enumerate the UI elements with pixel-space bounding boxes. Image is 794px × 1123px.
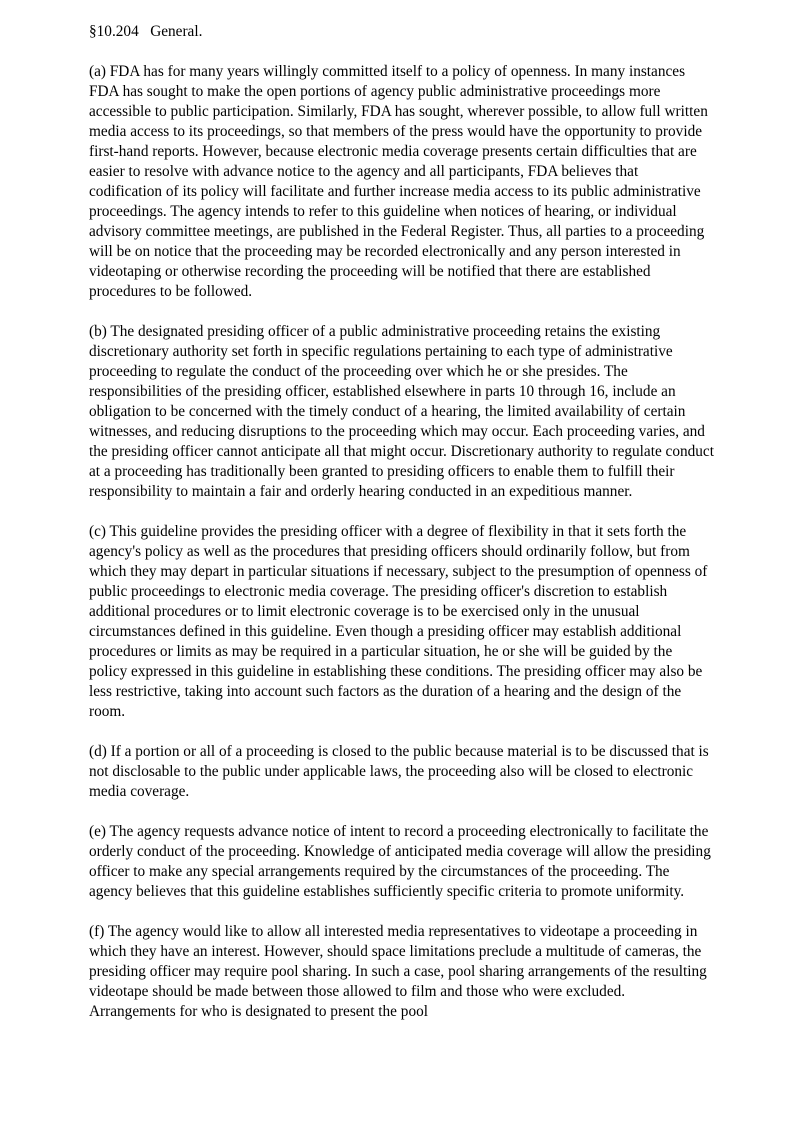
paragraph-f: (f) The agency would like to allow all interested media representatives to videotape a proceeding in which they have an interest. However, should space limitations preclude a multitude of cameras, the presiding officer may require pool sharing. In such a case, pool sharing arrangements of the resulting videotape should be made between those allowed to film and those who were excluded. Arrangements for who is designated to present the pool bbox=[89, 923, 707, 1020]
paragraph-a: (a) FDA has for many years willingly committed itself to a policy of openness. In many instances FDA has sought to make the open portions of agency public administrative proceedings more accessible to public participation. Similarly, FDA has sought, wherever possible, to allow full written media access to its proceedings, so that members of the press would have the opportunity to provide first-hand reports. However, because electronic media coverage presents certain difficulties that are easier to resolve with advance notice to the agency and all participants, FDA believes that codification of its policy will facilitate and further increase media access to its public administrative proceedings. The agency intends to refer to this guideline when notices of hearing, or individual advisory committee meetings, are published in the Federal Register. Thus, all parties to a proceeding will be on notice that the proceeding may be recorded electronically and any person interested in videotaping or otherwise recording the proceeding will be notified that there are established procedures to be followed. bbox=[89, 63, 708, 300]
paragraph-e: (e) The agency requests advance notice of intent to record a proceeding electronically to facilitate the orderly conduct of the proceeding. Knowledge of anticipated media coverage will allow the presiding officer to make any special arrangements required by the circumstances of the proceeding. The agency believes that this guideline establishes sufficiently specific criteria to promote uniformity. bbox=[89, 823, 711, 900]
document-page bbox=[89, 22, 714, 1042]
section-heading: §10.204 General. bbox=[89, 23, 203, 40]
paragraph-d: (d) If a portion or all of a proceeding is closed to the public because material is to be discussed that is not disclosable to the public under applicable laws, the proceeding also will be closed to electronic media coverage. bbox=[89, 743, 709, 800]
paragraph-b: (b) The designated presiding officer of a public administrative proceeding retains the existing discretionary authority set forth in specific regulations pertaining to each type of administrative proceeding to regulate the conduct of the proceeding over which he or she presides. The responsibilities of the presiding officer, established elsewhere in parts 10 through 16, include an obligation to be concerned with the timely conduct of a hearing, the limited availability of certain witnesses, and reducing disruptions to the proceeding which may occur. Each proceeding varies, and the presiding officer cannot anticipate all that might occur. Discretionary authority to regulate conduct at a proceeding has traditionally been granted to presiding officers to enable them to fulfill their responsibility to maintain a fair and orderly hearing conducted in an expeditious manner. bbox=[89, 323, 714, 500]
paragraph-c: (c) This guideline provides the presiding officer with a degree of flexibility in that it sets forth the agency's policy as well as the procedures that presiding officers should ordinarily follow, but from which they may depart in particular situations if necessary, subject to the presumption of openness of public proceedings to electronic media coverage. The presiding officer's discretion to establish additional procedures or to limit electronic coverage is to be exercised only in the unusual circumstances defined in this guideline. Even though a presiding officer may establish additional procedures or limits as may be required in a particular situation, he or she will be guided by the policy expressed in this guideline in establishing these conditions. The presiding officer may also be less restrictive, taking into account such factors as the duration of a hearing and the design of the room. bbox=[89, 523, 708, 720]
